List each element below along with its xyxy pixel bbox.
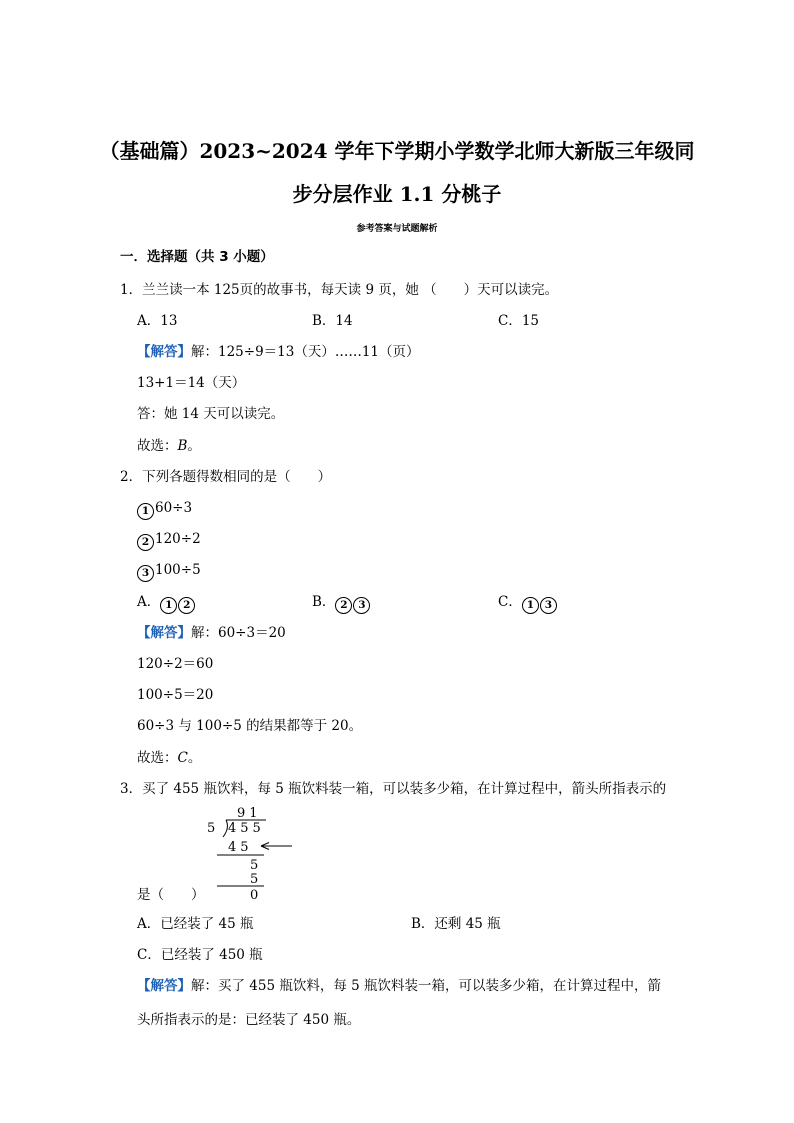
- q2-item-2: [137, 530, 201, 551]
- choice-suffix: 。: [187, 750, 202, 766]
- section-heading: 一．选择题（共 3 小题）: [120, 249, 274, 265]
- division-remainder: 0: [250, 888, 259, 900]
- q1-choice: [137, 437, 201, 455]
- circled-number-3: 3: [137, 565, 154, 582]
- q2-item-1-text: 60÷3: [155, 500, 193, 516]
- q2-item-3-text: 100÷5: [155, 562, 201, 578]
- q1-option-b: B．14: [312, 313, 353, 329]
- q2-choice: [137, 749, 201, 767]
- q2-solution-text: 解：60÷3＝20: [191, 625, 286, 641]
- q1-option-c: C．15: [498, 313, 540, 329]
- q3-option-b: B．还剩 45 瓶: [411, 916, 501, 932]
- q3-option-a: A．已经装了 45 瓶: [137, 916, 254, 932]
- q3-solution-line-1: [137, 977, 661, 995]
- document-subtitle: 参考答案与试题解析: [356, 224, 438, 234]
- long-division-figure: [200, 800, 310, 900]
- q1-solution-text: 解：125÷9＝13（天）……11（页）: [191, 344, 420, 360]
- q2-solution-line-4: 60÷3 与 100÷5 的结果都等于 20。: [137, 718, 363, 734]
- q2-solution-line-2: 120÷2＝60: [137, 656, 214, 672]
- choice-letter: B: [177, 438, 188, 454]
- option-label: B．: [312, 594, 336, 610]
- option-label: A．: [137, 594, 161, 610]
- q1-solution-line-3: 答：她 14 天可以读完。: [137, 406, 285, 422]
- long-division-svg: [200, 800, 310, 900]
- q3-stem-end: 是（ ）: [137, 887, 205, 903]
- circled-number-2: 2: [137, 534, 154, 551]
- q2-item-3: [137, 561, 201, 582]
- circled-number: 2: [178, 597, 195, 614]
- q1-solution-line-2: 13+1＝14（天）: [137, 375, 246, 391]
- q3-solution-text: 解：买了 455 瓶饮料，每 5 瓶饮料装一箱，可以装多少箱，在计算过程中，箭: [191, 978, 662, 994]
- answer-tag: 【解答】: [137, 978, 191, 994]
- q1-option-a: A．13: [137, 313, 178, 329]
- choice-suffix: 。: [187, 438, 201, 454]
- division-quotient: 91: [237, 806, 262, 821]
- document-title-line-1: （基础篇）2023~2024 学年下学期小学数学北师大新版三年级同: [99, 139, 695, 163]
- q2-option-c: [498, 593, 558, 614]
- choice-prefix: 故选：: [137, 750, 178, 766]
- division-divisor: 5: [207, 821, 216, 836]
- q3-solution-line-2: 头所指表示的是：已经装了 450 瓶。: [137, 1012, 361, 1028]
- q2-solution-line-1: [137, 624, 286, 642]
- division-bracket: [223, 820, 227, 837]
- q3-stem: 3．买了 455 瓶饮料，每 5 瓶饮料装一箱，可以装多少箱，在计算过程中，箭头所指表示的: [120, 781, 667, 797]
- circled-number: 2: [335, 597, 352, 614]
- q1-stem: 1．兰兰读一本 125页的故事书，每天读 9 页，她 （ ）天可以读完。: [120, 282, 559, 298]
- document-title-line-2: 步分层作业 1.1 分桃子: [292, 182, 502, 206]
- circled-number-1: 1: [137, 503, 154, 520]
- circled-number: 1: [522, 597, 539, 614]
- q3-option-c: C．已经装了 450 瓶: [137, 947, 263, 963]
- q2-item-2-text: 120÷2: [155, 531, 201, 547]
- division-step-1: 45: [228, 840, 253, 855]
- q2-option-b: [312, 593, 371, 614]
- circled-number: 3: [353, 597, 370, 614]
- q2-solution-line-3: 100÷5＝20: [137, 687, 214, 703]
- q2-item-1: [137, 499, 192, 520]
- q2-stem: 2．下列各题得数相同的是（ ）: [120, 469, 332, 485]
- answer-tag: 【解答】: [137, 625, 191, 641]
- division-dividend: 455: [228, 821, 265, 836]
- option-label: C．: [498, 594, 522, 610]
- circled-number: 3: [540, 597, 557, 614]
- choice-prefix: 故选：: [137, 438, 178, 454]
- circled-number: 1: [160, 597, 177, 614]
- choice-letter: C: [177, 750, 188, 766]
- division-step-2: 5: [250, 858, 259, 873]
- q2-option-a: [137, 593, 196, 614]
- answer-tag: 【解答】: [137, 344, 191, 360]
- q1-solution-line-1: [137, 343, 420, 361]
- division-step-3: 5: [250, 872, 259, 887]
